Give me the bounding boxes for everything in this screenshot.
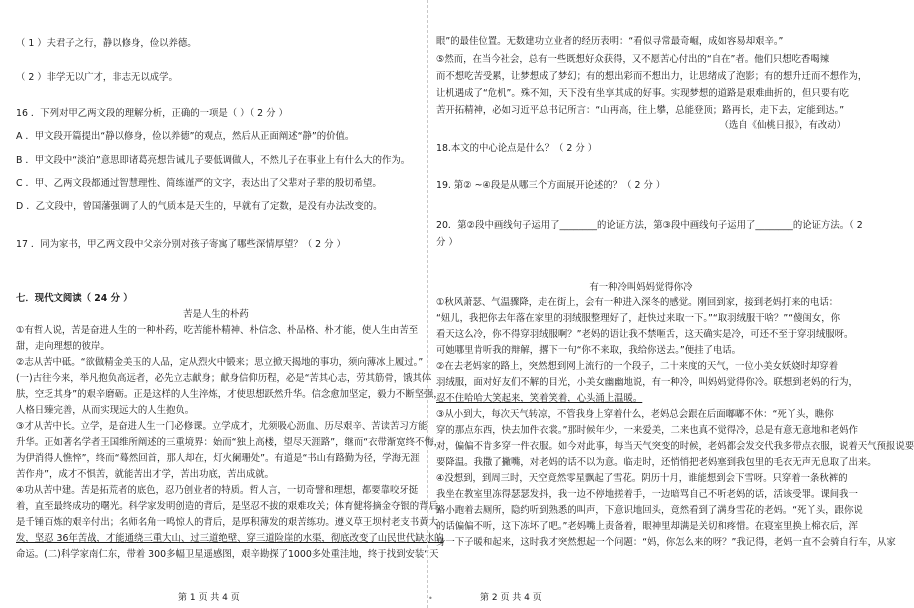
- paragraph-line: ②志从苦中砥。“欲做精金美玉的人品，定从烈火中锻来；思立掀天揭地的事功，须向薄冰上履过。”: [16, 357, 424, 368]
- paragraph-line: ⑤然而，在当今社会，总有一些既想好众获得，又不愿苦心付出的“自在”者。他们只想吃香喝辣: [436, 54, 830, 65]
- paragraph-line: ④没想到，到周三时，天空竟然零星飘起了雪花。阴历十月，谁能想到会下雪呀。只穿着一条秋裤的: [436, 473, 848, 484]
- paragraph-line: 要降温。我撒了撇嘴，对老妈的话不以为意。临走时，还悄悄把老妈塞到我包里的毛衣无声无息取了出来。: [436, 457, 877, 468]
- question-16: 16 ．下列对甲乙两文段的理解分析，正确的一项是（ ）（ 2 分 ）: [16, 108, 288, 119]
- paragraph-line: 对，偏偏不肯多穿一件衣服。如今对此事，每当天气突变的时候，老妈都会发交代我多带点衣服，说着天气预报说要: [436, 441, 914, 452]
- option-c: C ．甲、乙两文段都通过智慧理性、简练谨严的文字，表达出了父辈对子辈的殷切希望。: [16, 178, 382, 189]
- paragraph-line: 肤，空乏其身”的艰辛磨砺。正是这样的人生淬炼，才使思想跃然升华。信念愈加坚定，毅力不断坚强，: [16, 389, 443, 400]
- question-20: 20．第②段中画线句子运用了________的论证方法，第③段中画线句子运用了________的论证方法。（ 2: [436, 220, 863, 231]
- paragraph-line: ①有哲人说，苦是奋进人生的一种朴药，吃苦能朴精神、朴信念、朴品格、朴才能，使人生由苦至: [16, 325, 419, 336]
- page-1: [16, 0, 448, 608]
- paragraph-line: ①秋风萧瑟、气温骤降，走在街上，会有一种进入深冬的感觉。刚回到家，接到老妈打来的电话：: [436, 297, 839, 308]
- page-2: [436, 0, 914, 608]
- page-footer: 第 1 页 共 4 页: [178, 593, 240, 603]
- paragraph-line: 让机遇成了“危机”。殊不知，天下没有坐享其成的好事。实现梦想的道路是艰难曲折的，但只要有吃: [436, 88, 849, 99]
- paragraph-line: 为伊消得人憔悴”，终而“蓦然回首，那人却在，灯火阑珊处”。有道是“书山有路勤为径，学海无涯: [16, 453, 420, 464]
- underlined-line: 忍不住哈哈大笑起来，笑着笑着，心头涌上温暖。: [436, 393, 643, 404]
- underlined-line: 发，坚忍 36年苦战，才能通绕三重大山、过三道绝壁、穿三道险崖的水渠，彻底改变了山民世代缺水的: [16, 533, 444, 544]
- column-divider: [427, 0, 428, 608]
- paragraph-line: 着，直至最终成功的曙光。科学家发明创造的背后，是坚忍不拔的艰难攻关；体育健将摘金夺银的背后，: [16, 501, 448, 512]
- page-footer: 第 2 页 共 4 页: [480, 593, 542, 603]
- paragraph-line: ②在去老妈家的路上，突然想到网上流行的一个段子，二十来度的天气，一位小美女妖娆时却穿着: [436, 361, 839, 372]
- paragraph-line: 升华。正如著名学者王国维所阐述的三重境界：始而“独上高楼，望尽天涯路”，继而“衣带渐宽终不悔，: [16, 437, 444, 448]
- quote-1: （ 1 ）夫君子之行，静以修身，俭以养德。: [16, 38, 197, 49]
- paragraph-line: 穿的那点东西，快去加件衣裳。”那时候年少，一来爱美，二来也真不觉得冷，总是有意无意地和老妈作: [436, 425, 859, 436]
- paragraph-line: ③才从苦中长。立学，是奋进人生一门必修课。立学成才，尤须吸心沥血、历尽艰辛、苦读苦习方能: [16, 421, 428, 432]
- paragraph-line: 可她哪里肯听我的辩解，撂下一句“你不来取，我给你送去。”便挂了电话。: [436, 345, 742, 356]
- section-heading: 七．现代文阅读（ 24 分 ）: [16, 293, 133, 304]
- paragraph-line: 甜，走向理想的彼岸。: [16, 341, 110, 352]
- paragraph-line: 羽绒服，面对好友们不解的目光，小美女幽幽地说，有一种冷，叫妈妈觉得你冷。联想到老妈的行为，: [436, 377, 858, 388]
- paragraph-line: 而不想吃苦受累，让梦想成了梦幻；有的想出彩而不想出力，让思绪成了泡影；有的想升迁而不想作为，: [436, 71, 868, 82]
- paragraph-line: 是千锤百炼的艰辛付出；名师名角一鸣惊人的背后，是厚积薄发的艰苦练功。遵义草王坝村老支书黄大: [16, 517, 438, 528]
- paragraph-line: “妞儿，我把你去年落在家里的羽绒服整理好了，赶快过来取一下。”“取羽绒服干啥？”“傻闺女，你: [436, 313, 840, 324]
- paragraph-line: ③从小到大，每次天气转凉，不管我身上穿着什么，老妈总会跟在后面嘟嘟不休：“死丫头，瞧你: [436, 409, 834, 420]
- paragraph-line: 我坐在教室里冻得瑟瑟发抖，我一边不停地搓着手，一边暗骂自己不听老妈的话，活该受罪。课间我一: [436, 489, 858, 500]
- quote-2: （ 2 ）非学无以广才，非志无以成学。: [16, 72, 178, 83]
- paragraph-line: 看天这么冷，你不得穿羽绒服啊？”老妈的语让我不禁咂舌，这天确实是冷，可还不至于穿羽绒服呀。: [436, 329, 854, 340]
- option-a: A ．甲文段开篇提出“静以修身，俭以养德”的观点，然后从正面阐述“静”的价值。: [16, 131, 355, 142]
- paragraph-line: 路小跑着去厕所，隐约听到熟悉的叫声，下意识地回头，竟然看到了满身雪花的老妈。“死丫头，跟你说: [436, 505, 863, 516]
- question-18: 18.本文的中心论点是什么？（ 2 分 ）: [436, 143, 598, 154]
- paragraph-line: 眼”的最佳位置。无数建功立业者的经历表明：“看似寻常最奇崛，成如容易却艰辛。”: [436, 36, 784, 47]
- article-title: 有一种冷叫妈妈觉得你冷: [589, 282, 693, 293]
- question-17: 17 ．同为家书，甲乙两文段中父亲分别对孩子寄寓了哪些深情厚望？（ 2 分 ）: [16, 239, 346, 250]
- paragraph-line: 苦开拓精神，必如习近平总书记所言：“山再高，往上攀，总能登顶；路再长，走下去，定能到达。”: [436, 105, 845, 116]
- paragraph-line: ④功从苦中建。苦是拓荒者的底色，忍乃创业者的特质。哲人言，一切奇譬和理想，都要靠咬牙挺: [16, 485, 419, 496]
- binding-dot: •: [428, 594, 433, 603]
- paragraph-line: 苦作舟”，成才不惧苦，就能苦出才学，苦出功底，苦出成就。: [16, 469, 274, 480]
- paragraph-line: 身一下子暖和起来，这时我才突然想起一个问题：“妈，你怎么来的呀？”我记得，老妈一直不会骑自行车，从家: [436, 537, 896, 548]
- option-d: D ．乙文段中，曾国藩强调了人的气质本是天生的，早就有了定数，是没有办法改变的。: [16, 201, 383, 212]
- source-note: （选自《仙桃日报》，有改动）: [719, 120, 846, 131]
- paragraph-line: 的话偏偏不听，这下冻坏了吧。”老妈嘴上责备着，眼神里却满是关切和疼惜。在寝室里换上棉衣后，浑: [436, 521, 859, 532]
- article-title: 苦是人生的朴药: [183, 309, 249, 320]
- question-20-cont: 分 ）: [436, 237, 458, 248]
- question-19: 19. 第② ~④段是从哪三个方面展开论述的？（ 2 分 ）: [436, 180, 666, 191]
- paragraph-line: (一)古往今来，举凡抱负高远者，必先立志献身；献身信仰历程，必是“苦其心志，劳其筋骨，饿其体: [16, 373, 432, 384]
- paragraph-line: 命运。(二)科学家南仁东，带着 300多幅卫星遥感图，艰辛勘探了1000多处重洼地，终于找到安装“天: [16, 549, 439, 560]
- paragraph-line: 人格日臻完善，从而实现远大的人生抱负。: [16, 405, 195, 416]
- option-b: B ．甲文段中“淡泊”意思即诸葛亮想告诫儿子要低调做人，不然儿子在事业上有什么大的作为。: [16, 155, 411, 166]
